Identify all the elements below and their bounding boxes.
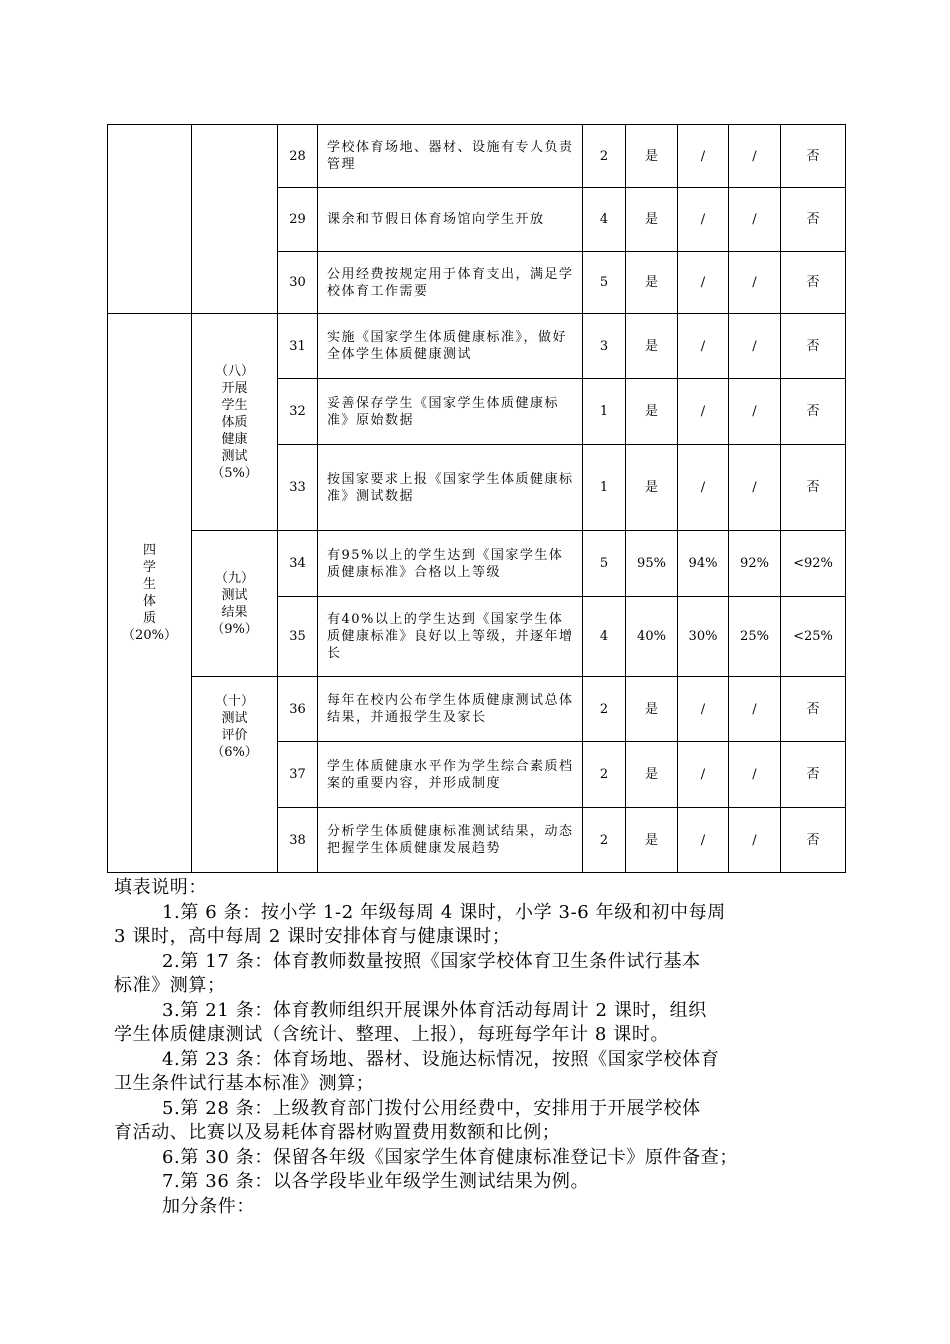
row-item: 按国家要求上报《国家学生体质健康标准》测试数据 [318, 445, 583, 531]
row-number: 33 [278, 445, 318, 531]
row-level-a: 是 [626, 125, 678, 188]
note-2-line-2: 标准》测算； [114, 975, 226, 996]
row-number: 30 [278, 252, 318, 314]
evaluation-table [107, 124, 846, 873]
row-score: 1 [583, 379, 626, 445]
row-level-a: 是 [626, 445, 678, 531]
subcategory-physique-test [192, 314, 278, 531]
category-number: 四 [142, 543, 156, 558]
row-level-b: / [678, 379, 729, 445]
row-number: 36 [278, 677, 318, 742]
row-score: 1 [583, 445, 626, 531]
category-cell-empty [108, 125, 192, 314]
note-6: 6.第 30 条：保留各年级《国家学生体育健康标准登记卡》原件备查； [162, 1146, 738, 1168]
note-7: 7.第 36 条：以各学段毕业年级学生测试结果为例。 [162, 1171, 590, 1192]
note-4-line-2: 卫生条件试行基本标准》测算； [114, 1073, 375, 1094]
row-level-c: 92% [729, 531, 781, 597]
row-level-d: 否 [781, 742, 846, 808]
row-level-a: 是 [626, 742, 678, 808]
subcategory-name: 测试评价 [221, 711, 248, 743]
row-number: 31 [278, 314, 318, 379]
row-level-c: / [729, 445, 781, 531]
row-score: 2 [583, 808, 626, 873]
note-2-line-1: 2.第 17 条：体育教师数量按照《国家学校体育卫生条件试行基本 [162, 950, 701, 972]
row-level-c: / [729, 808, 781, 873]
subcategory-test-results [192, 531, 278, 677]
fill-instructions [114, 876, 844, 1219]
row-level-d: 否 [781, 314, 846, 379]
subcategory-number: （九） [214, 570, 254, 586]
note-bonus-conditions: 加分条件： [162, 1195, 255, 1217]
subcategory-number: （十） [214, 694, 254, 709]
row-level-a: 是 [626, 188, 678, 252]
row-level-a: 40% [626, 597, 678, 677]
row-level-d: 否 [781, 379, 846, 445]
row-level-b: / [678, 188, 729, 252]
row-level-c: / [729, 188, 781, 252]
row-score: 4 [583, 188, 626, 252]
row-level-d: 否 [781, 808, 846, 873]
row-level-b: / [678, 252, 729, 314]
row-level-d: 否 [781, 677, 846, 742]
row-item: 有40%以上的学生达到《国家学生体质健康标准》良好以上等级，并逐年增长 [318, 597, 583, 677]
row-item: 学生体质健康水平作为学生综合素质档案的重要内容，并形成制度 [318, 742, 583, 808]
subcategory-number: （八） [214, 363, 254, 379]
subcategory-name: 开展学生体质健康测试 [221, 380, 248, 464]
subcategory-percent: （9%） [211, 621, 258, 637]
row-score: 5 [583, 531, 626, 597]
subcategory-percent: （6%） [211, 745, 258, 760]
note-3-line-1: 3.第 21 条：体育教师组织开展课外体育活动每周计 2 课时，组织 [162, 999, 707, 1021]
row-number: 28 [278, 125, 318, 188]
note-5-line-2: 育活动、比赛以及易耗体育器材购置费用数额和比例； [114, 1122, 561, 1143]
row-number: 38 [278, 808, 318, 873]
subcategory-test-evaluation [192, 677, 278, 873]
row-score: 4 [583, 597, 626, 677]
table-row [108, 314, 846, 379]
row-level-b: / [678, 314, 729, 379]
row-score: 5 [583, 252, 626, 314]
category-student-physique [108, 314, 192, 873]
subcategory-percent: （5%） [211, 465, 258, 481]
row-item: 公用经费按规定用于体育支出，满足学校体育工作需要 [318, 252, 583, 314]
row-item: 有95%以上的学生达到《国家学生体质健康标准》合格以上等级 [318, 531, 583, 597]
row-level-a: 是 [626, 808, 678, 873]
row-level-d: 否 [781, 252, 846, 314]
row-level-b: / [678, 445, 729, 531]
row-item: 分析学生体质健康标准测试结果，动态把握学生体质健康发展趋势 [318, 808, 583, 873]
row-level-c: / [729, 314, 781, 379]
note-5-line-1: 5.第 28 条：上级教育部门拨付公用经费中，安排用于开展学校体 [162, 1097, 701, 1119]
note-3-line-2: 学生体质健康测试（含统计、整理、上报），每班每学年计 8 课时。 [114, 1024, 670, 1045]
row-item: 每年在校内公布学生体质健康测试总体结果，并通报学生及家长 [318, 677, 583, 742]
row-level-a: 是 [626, 677, 678, 742]
note-4-line-1: 4.第 23 条：体育场地、器材、设施达标情况，按照《国家学校体育 [162, 1048, 720, 1070]
row-level-c: / [729, 677, 781, 742]
subcategory-cell-empty [192, 125, 278, 314]
row-number: 34 [278, 531, 318, 597]
category-name: 学生体质 [142, 560, 156, 626]
row-level-a: 95% [626, 531, 678, 597]
row-level-d: <25% [781, 597, 846, 677]
row-level-a: 是 [626, 252, 678, 314]
row-item: 妥善保存学生《国家学生体质健康标准》原始数据 [318, 379, 583, 445]
row-item: 课余和节假日体育场馆向学生开放 [318, 188, 583, 252]
row-level-b: / [678, 742, 729, 808]
row-level-b: 30% [678, 597, 729, 677]
row-level-d: 否 [781, 125, 846, 188]
table-row [108, 125, 846, 188]
note-1-line-2: 3 课时，高中每周 2 课时安排体育与健康课时； [114, 926, 511, 947]
row-item: 实施《国家学生体质健康标准》，做好全体学生体质健康测试 [318, 314, 583, 379]
table-row [108, 677, 846, 742]
row-score: 3 [583, 314, 626, 379]
row-number: 32 [278, 379, 318, 445]
row-level-c: / [729, 252, 781, 314]
row-level-d: 否 [781, 188, 846, 252]
row-level-a: 是 [626, 314, 678, 379]
table-row [108, 531, 846, 597]
row-level-b: / [678, 125, 729, 188]
row-number: 29 [278, 188, 318, 252]
category-percent: （20%） [122, 628, 177, 643]
row-level-c: 25% [729, 597, 781, 677]
row-number: 37 [278, 742, 318, 808]
row-level-c: / [729, 125, 781, 188]
row-number: 35 [278, 597, 318, 677]
row-score: 2 [583, 742, 626, 808]
subcategory-name: 测试结果 [221, 587, 248, 620]
row-level-b: / [678, 808, 729, 873]
row-level-b: 94% [678, 531, 729, 597]
row-level-c: / [729, 379, 781, 445]
row-score: 2 [583, 677, 626, 742]
row-level-b: / [678, 677, 729, 742]
row-level-d: 否 [781, 445, 846, 531]
row-item: 学校体育场地、器材、设施有专人负责管理 [318, 125, 583, 188]
row-level-d: <92% [781, 531, 846, 597]
row-score: 2 [583, 125, 626, 188]
notes-title: 填表说明： [114, 877, 207, 898]
row-level-a: 是 [626, 379, 678, 445]
row-level-c: / [729, 742, 781, 808]
note-1-line-1: 1.第 6 条：按小学 1-2 年级每周 4 课时，小学 3-6 年级和初中每周 [162, 901, 726, 923]
